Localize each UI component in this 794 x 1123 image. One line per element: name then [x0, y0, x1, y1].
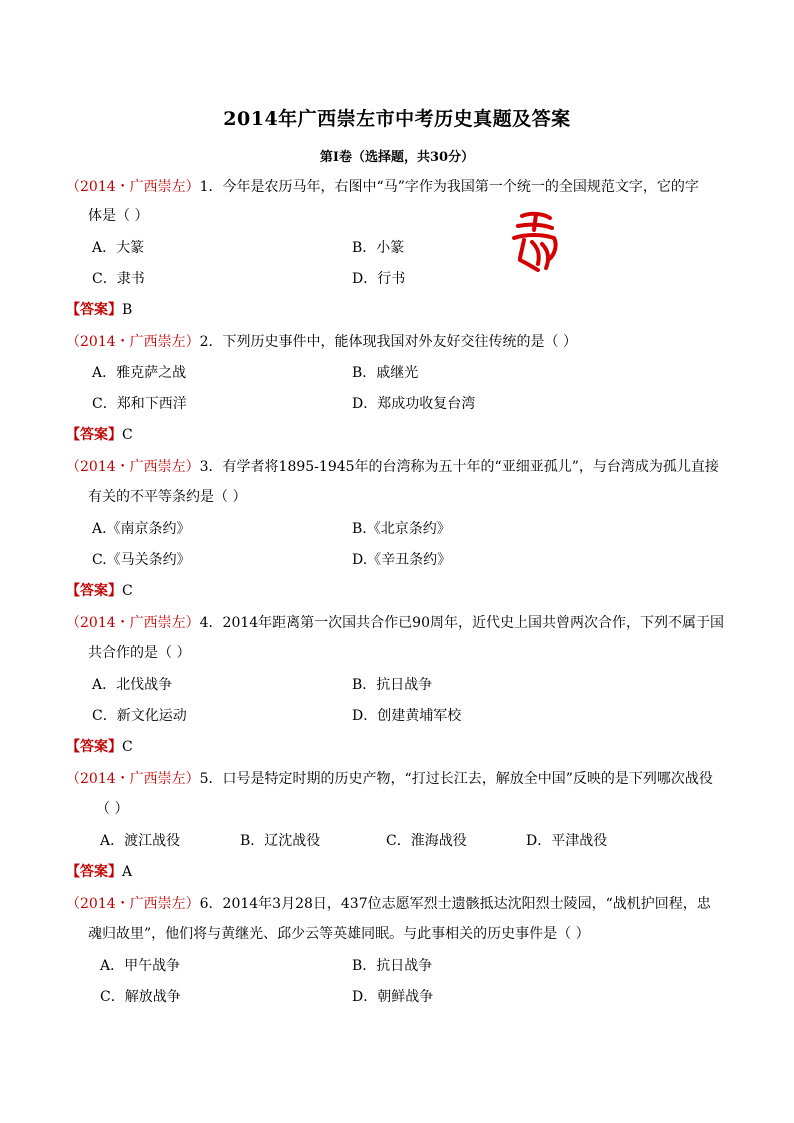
- question-source: （2014・广西崇左）: [66, 334, 200, 350]
- question-text: 2．下列历史事件中，能体现我国对外友好交往传统的是（ ）: [199, 334, 577, 350]
- question-source: （2014・广西崇左）: [66, 896, 200, 912]
- question-6-line-2: 魂归故里”，他们将与黄继光、邱少云等英雄同眠。与此事相关的历史事件是（ ）: [88, 926, 590, 942]
- answer-label: 【答案】: [66, 302, 122, 318]
- question-4-line-2: 共合作的是（ ）: [88, 645, 191, 661]
- question-source: （2014・广西崇左）: [66, 771, 200, 787]
- question-5-line-2: （ ）: [96, 801, 129, 817]
- answer-value: C: [122, 427, 133, 443]
- question-2-line-1: [66, 332, 577, 352]
- answer-2: [66, 425, 133, 445]
- option-d: D．创建黄埔军校: [352, 708, 462, 724]
- option-a: A．雅克萨之战: [92, 365, 187, 381]
- question-text: 3．有学者将1895-1945年的台湾称为五十年的“亚细亚孤儿”，与台湾成为孤儿直接: [199, 459, 719, 475]
- option-d: D.《辛丑条约》: [352, 552, 452, 568]
- answer-5: [66, 862, 132, 882]
- answer-value: B: [122, 302, 133, 318]
- question-4-line-1: [66, 613, 724, 633]
- question-1-line-1: [66, 177, 699, 197]
- question-text: 5．口号是特定时期的历史产物，“打过长江去，解放全中国”反映的是下列哪次战役: [199, 771, 713, 787]
- option-c: C．隶书: [92, 271, 145, 287]
- seal-script-horse-icon: [508, 208, 564, 274]
- option-d: D．郑成功收复台湾: [352, 396, 476, 412]
- option-b: B.《北京条约》: [352, 521, 451, 537]
- question-1-line-2: 体是（ ）: [88, 208, 149, 224]
- question-text: 6．2014年3月28日，437位志愿军烈士遗骸抵达沈阳烈士陵园，“战机护回程，忠: [199, 896, 711, 912]
- question-source: （2014・广西崇左）: [66, 459, 200, 475]
- option-a: A．大篆: [92, 240, 145, 256]
- section-heading: 第Ⅰ卷（选择题，共30分）: [319, 150, 475, 165]
- option-d: D．行书: [352, 271, 406, 287]
- option-a: A.《南京条约》: [92, 521, 191, 537]
- answer-value: C: [122, 583, 133, 599]
- option-b: B．抗日战争: [352, 958, 433, 974]
- answer-label: 【答案】: [66, 739, 122, 755]
- question-text: 4．2014年距离第一次国共合作已90周年，近代史上国共曾两次合作，下列不属于国: [199, 615, 724, 631]
- answer-4: [66, 737, 133, 757]
- option-a: A．渡江战役: [100, 833, 181, 849]
- option-c: C．淮海战役: [386, 833, 467, 849]
- option-c: C．郑和下西洋: [92, 396, 187, 412]
- answer-value: A: [122, 864, 133, 880]
- question-6-line-1: [66, 894, 711, 914]
- question-3-line-1: [66, 457, 719, 477]
- question-source: （2014・广西崇左）: [66, 615, 200, 631]
- answer-label: 【答案】: [66, 427, 122, 443]
- answer-3: [66, 581, 133, 601]
- question-3-line-2: 有关的不平等条约是（ ）: [88, 489, 247, 505]
- option-c: C．新文化运动: [92, 708, 187, 724]
- answer-1: [66, 300, 132, 320]
- page-title: 2014年广西崇左市中考历史真题及答案: [223, 108, 571, 130]
- option-c: C.《马关条约》: [92, 552, 191, 568]
- option-c: C．解放战争: [100, 989, 181, 1005]
- answer-label: 【答案】: [66, 583, 122, 599]
- answer-value: C: [122, 739, 133, 755]
- option-d: D．朝鲜战争: [352, 989, 434, 1005]
- option-a: A．甲午战争: [100, 958, 181, 974]
- question-text: 1．今年是农历马年，右图中“马”字作为我国第一个统一的全国规范文字，它的字: [199, 179, 699, 195]
- option-b: B．辽沈战役: [240, 833, 321, 849]
- option-b: B．戚继光: [352, 365, 419, 381]
- option-b: B．抗日战争: [352, 677, 433, 693]
- question-source: （2014・广西崇左）: [66, 179, 200, 195]
- option-a: A．北伐战争: [92, 677, 173, 693]
- option-d: D．平津战役: [526, 833, 608, 849]
- answer-label: 【答案】: [66, 864, 122, 880]
- question-5-line-1: [66, 769, 713, 789]
- option-b: B．小篆: [352, 240, 405, 256]
